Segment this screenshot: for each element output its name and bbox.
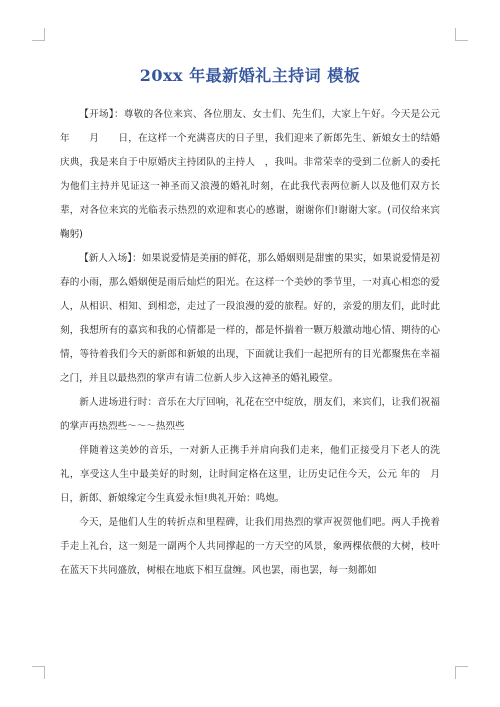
crop-mark-bottom-left — [32, 666, 45, 679]
paragraph-music-accompaniment: 伴随着这美妙的音乐，一对新人正携手并肩向我们走来，他们正接受月下老人的洗礼，享受这人生中最美好的时刻，让时间定格在这里，让历史记住今天，公元 年的 月 日，新郎、新娘缘定今生真爱永恒!典礼开始：鸣炮。 — [60, 445, 440, 504]
paragraph-today-milestone: 今天，是他们人生的转折点和里程碑，让我们用热烈的掌声祝贺他们吧。两人手挽着手走上礼台，这一刻是一副两个人共同撑起的一方天空的风景，象两棵依偎的大树，枝叶在蓝天下共同盛放，树根在地底下相互盘缠。风也罢，雨也罢，每一刻都如 — [60, 517, 440, 576]
crop-mark-top-right — [455, 28, 468, 41]
document-title: 20xx 年最新婚礼主持词 模板 — [139, 66, 361, 85]
paragraph-couple-entrance: 【新人入场】：如果说爱情是美丽的鲜花，那么婚姻则是甜蜜的果实，如果说爱情是初春的小雨，那么婚姻便是雨后灿烂的阳光。在这样一个美妙的季节里，一对真心相恋的爱人，从相识、相知、到相恋，走过了一段浪漫的爱的旅程。好的，亲爱的朋友们，此时此刻，我想所有的嘉宾和我的心情都是一样的，都是怀揣着一颗万般激动地心情、期待的心情，等待着我们今天的新郎和新娘的出现，下面就让我们一起把所有的目光都聚焦在幸福之门，并且以最热烈的掌声有请二位新人步入这神圣的婚礼殿堂。 — [60, 253, 440, 384]
crop-mark-bottom-right — [455, 666, 468, 679]
document-body — [60, 103, 460, 583]
crop-mark-top-left — [32, 28, 45, 41]
paragraph-entrance-in-progress: 新人进场进行时：音乐在大厅回响，礼花在空中绽放，朋友们，来宾们，让我们祝福的掌声再热烈些～～～热烈些 — [60, 397, 440, 432]
paragraph-opening: 【开场】：尊敬的各位来宾、各位朋友、女士们、先生们，大家上午好。今天是公元 年 月 日，在这样一个充满喜庆的日子里，我们迎来了新郎先生、新娘女士的结婚庆典，我是来自于中原婚庆主持团队的主持人 ，我叫。非常荣幸的受到二位新人的委托为他们主持并见证这一神圣而又浪漫的婚礼时刻，在此我代表两位新人以及他们双方长辈，对各位来宾的光临表示热烈的欢迎和衷心的感谢，谢谢你们!谢谢大家。(司仪给来宾鞠躬) — [60, 109, 460, 240]
